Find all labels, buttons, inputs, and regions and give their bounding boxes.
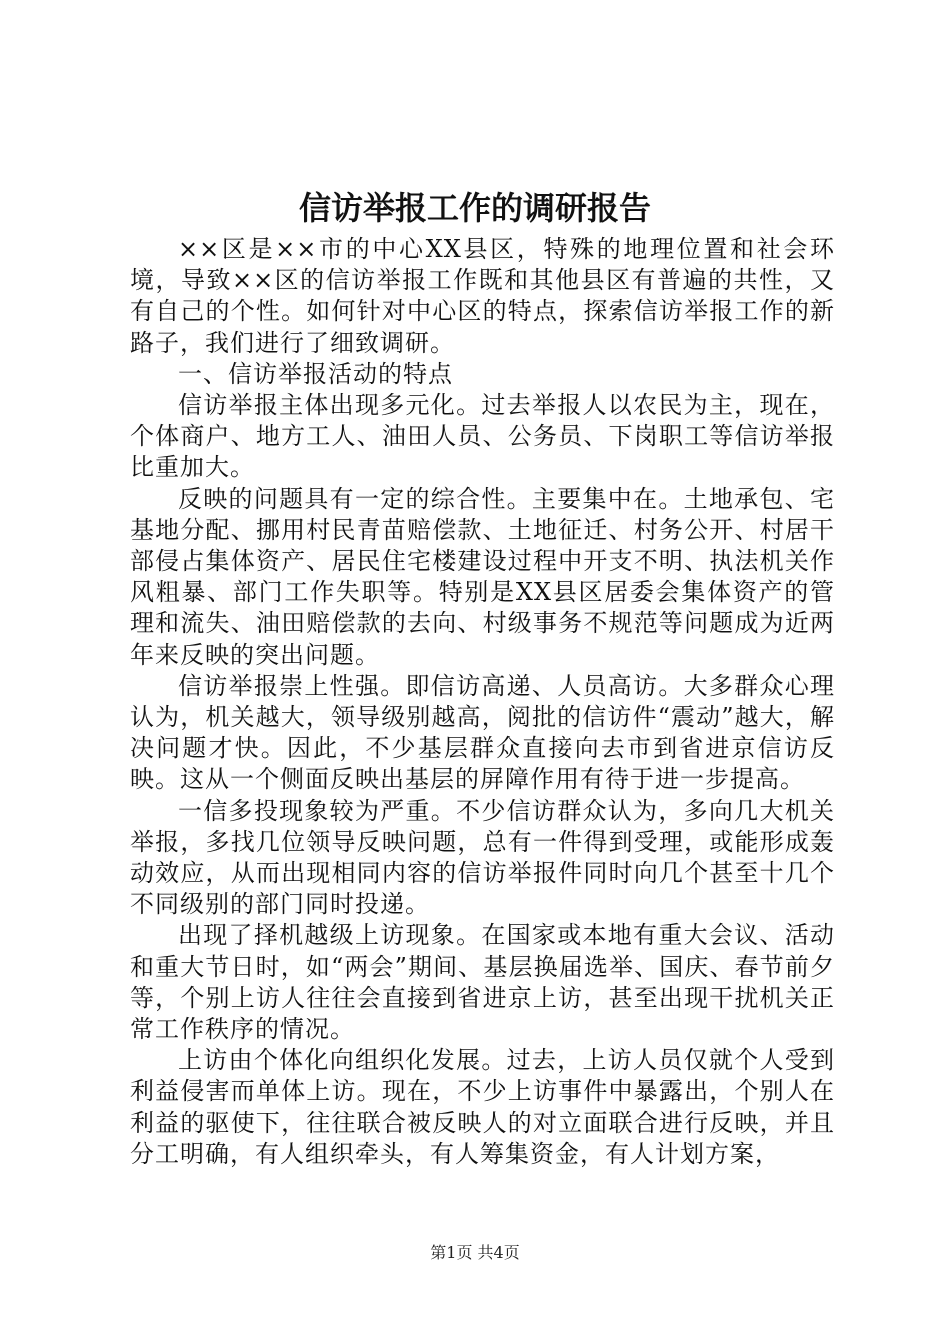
paragraph-comprehensive-issues: 反映的问题具有一定的综合性。主要集中在。土地承包、宅基地分配、挪用村民青苗赔偿款、土地征迁、村务公开、村居干部侵占集体资产、居民住宅楼建设过程中开支不明、执法机关作风粗暴、部门工作失职等。特别是XX县区居委会集体资产的管理和流失、油田赔偿款的去向、村级事务不规范等问题成为近两年来反映的突出问题。 [130,484,835,669]
document-title: 信访举报工作的调研报告 [298,189,651,227]
paragraph-timed-petitions: 出现了择机越级上访现象。在国家或本地有重大会议、活动和重大节日时，如“两会”期间、基层换届选举、国庆、春节前夕等，个别上访人往往会直接到省进京上访，甚至出现干扰机关正常工作秩序的情况。 [130,921,835,1044]
paragraph-escalation: 信访举报崇上性强。即信访高递、人员高访。大多群众心理认为，机关越大，领导级别越高，阅批的信访件“震动”越大，解决问题才快。因此，不少基层群众直接向去市到省进京信访反映。这从一个侧面反映出基层的屏障作用有待于进一步提高。 [130,671,835,794]
document-body [130,234,835,1170]
paragraph-intro: ××区是××市的中心XX县区，特殊的地理位置和社会环境，导致××区的信访举报工作既和其他县区有普遍的共性，又有自己的个性。如何针对中心区的特点，探索信访举报工作的新路子，我们进行了细致调研。 [130,235,835,357]
section-heading: 一、信访举报活动的特点 [178,359,453,388]
paragraph-organized-petitions: 上访由个体化向组织化发展。过去，上访人员仅就个人受到利益侵害而单体上访。现在，不少上访事件中暴露出，个别人在利益的驱使下，往往联合被反映人的对立面联合进行反映，并且分工明确，有人组织牵头，有人筹集资金，有人计划方案， [130,1046,835,1168]
paragraph-multiple-submissions: 一信多投现象较为严重。不少信访群众认为，多向几大机关举报，多找几位领导反映问题，总有一件得到受理，或能形成轰动效应，从而出现相同内容的信访举报件同时向几个甚至十几个不同级别的部门同时投递。 [130,796,835,919]
page-footer: 第1页 共4页 [430,1243,520,1262]
paragraph-diversification: 信访举报主体出现多元化。过去举报人以农民为主，现在，个体商户、地方工人、油田人员、公务员、下岗职工等信访举报比重加大。 [130,391,835,482]
